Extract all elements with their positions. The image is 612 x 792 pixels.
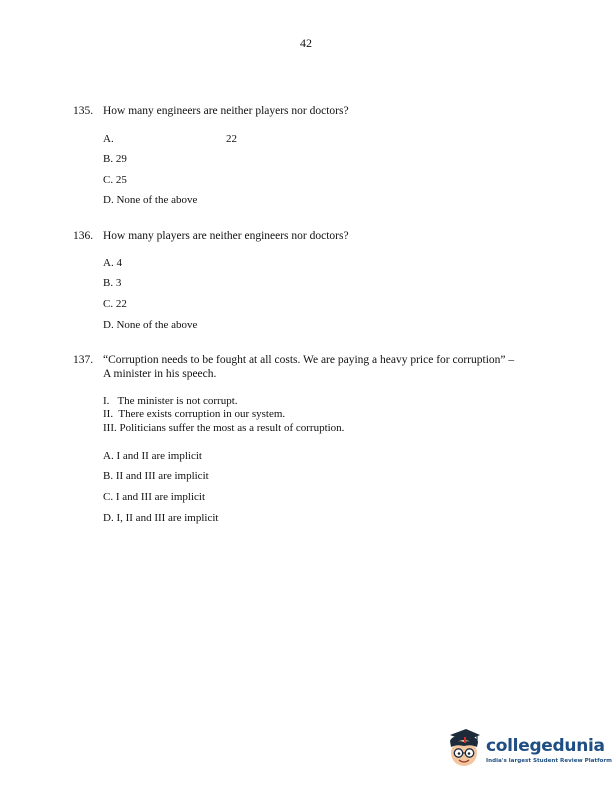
option-b: B. 3 [103,277,122,289]
option-c: C. 22 [103,298,127,310]
option-a-value: 22 [226,133,237,145]
option-a: A. 4 [103,257,122,269]
statement-2: II. There exists corruption in our system. [103,408,286,420]
option-d: D. None of the above [103,319,198,331]
logo-wordmark: collegedunia [486,736,605,756]
mascot-icon [444,727,484,773]
question-number: 136. [73,230,94,242]
option-a: A. I and II are implicit [103,450,202,462]
option-b: B. 29 [103,153,127,165]
option-c: C. I and III are implicit [103,491,206,503]
question-number: 137. [73,354,94,366]
collegedunia-logo [444,727,612,775]
option-d: D. None of the above [103,194,198,206]
question-136 [73,229,553,243]
option-a: A. [103,133,114,145]
question-text-line-2: A minister in his speech. [103,368,217,380]
question-text: How many engineers are neither players nor doctors? [103,105,349,117]
option-d: D. I, II and III are implicit [103,512,219,524]
statement-3: III. Politicians suffer the most as a result of corruption. [103,422,345,434]
question-number: 135. [73,105,94,117]
question-text-line-1: “Corruption needs to be fought at all costs. We are paying a heavy price for corruption” – [103,354,515,366]
question-137 [73,353,563,381]
question-135 [73,104,553,118]
option-c: C. 25 [103,174,127,186]
option-b: B. II and III are implicit [103,470,209,482]
question-text: How many players are neither engineers nor doctors? [103,230,349,242]
logo-tagline: India's largest Student Review Platform [486,758,612,764]
statement-1: I. The minister is not corrupt. [103,395,238,407]
page-number: 42 [300,36,312,50]
